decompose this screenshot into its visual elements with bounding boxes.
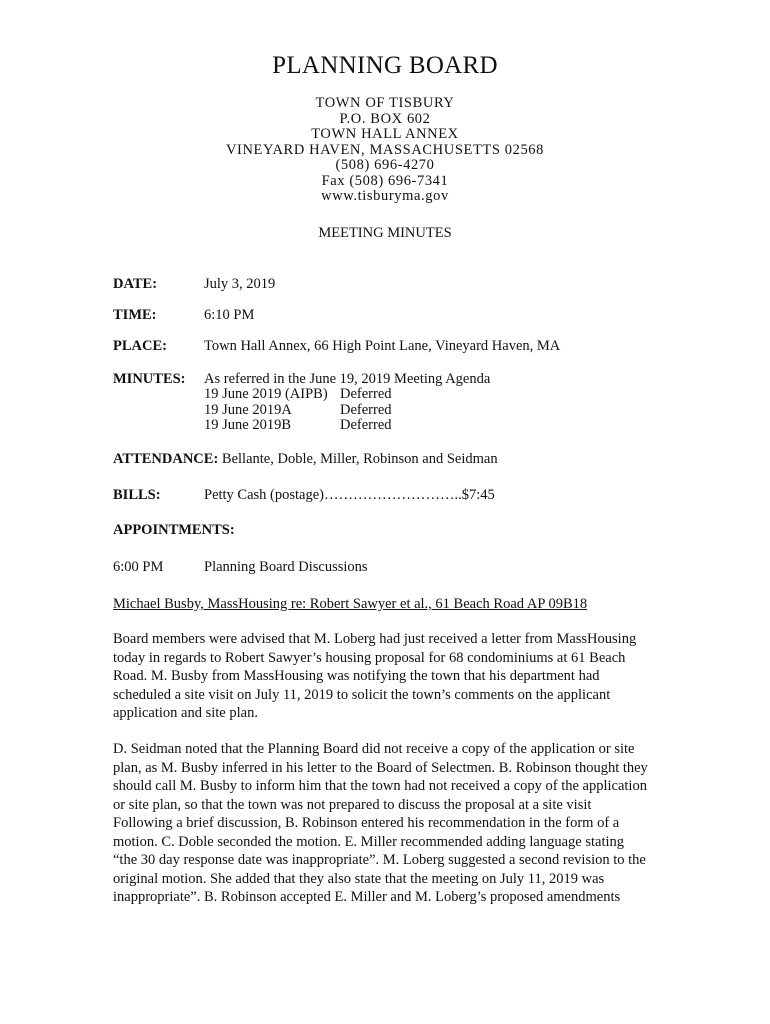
time-value: 6:10 PM (204, 307, 255, 323)
bills-label: BILLS: (113, 487, 161, 503)
minutes-items (204, 387, 392, 434)
address-line: P.O. BOX 602 (339, 110, 431, 127)
minutes-item (204, 403, 392, 419)
paragraph-line: original motion. She added that they also state that the meeting on July 11, 2019 was (113, 870, 605, 887)
address-line: TOWN OF TISBURY (315, 95, 455, 111)
paragraph-line: motion. C. Doble seconded the motion. E. Miller recommended adding language stating (113, 833, 625, 850)
minutes-item (204, 418, 392, 434)
paragraph-line: D. Seidman noted that the Planning Board did not receive a copy of the application or site (113, 741, 635, 757)
minutes-value: As referred in the June 19, 2019 Meeting Agenda (204, 371, 491, 387)
bills-value: Petty Cash (postage)………………………..$7:45 (204, 487, 495, 503)
minutes-item-name: 19 June 2019A (204, 401, 292, 418)
doc-type-heading: MEETING MINUTES (318, 225, 452, 241)
address-line: VINEYARD HAVEN, MASSACHUSETTS 02568 (225, 141, 544, 158)
date-value: July 3, 2019 (204, 276, 276, 292)
minutes-item (204, 387, 392, 403)
paragraph-line: Following a brief discussion, B. Robinson entered his recommendation in the form of a (113, 815, 620, 831)
paragraph-1 (113, 630, 673, 723)
paragraph-line: plan, as M. Busby inferred in his letter to the Board of Selectmen. B. Robinson thought they (113, 759, 648, 776)
attendance-row (113, 451, 498, 468)
paragraph-line: Board members were advised that M. Loberg had just received a letter from MassHousing (113, 631, 637, 647)
appointment-time: 6:00 PM (113, 559, 164, 575)
minutes-item-name: 19 June 2019B (204, 417, 291, 433)
minutes-item-status: Deferred (340, 417, 392, 433)
paragraph-line: today in regards to Robert Sawyer’s housing proposal for 68 condominiums at 61 Beach (113, 649, 626, 666)
minutes-item-name: 19 June 2019 (AIPB) (204, 386, 328, 402)
place-label: PLACE: (113, 338, 167, 354)
place-value: Town Hall Annex, 66 High Point Lane, Vineyard Haven, MA (204, 338, 561, 354)
paragraph-2 (113, 740, 673, 907)
paragraph-line: or site plan, so that the town was not prepared to discuss the proposal at a site visit (113, 796, 592, 813)
paragraph-line: “the 30 day response date was inappropriate”. M. Loberg suggested a second revision to the (113, 852, 646, 868)
paragraph-line: Road. M. Busby from MassHousing was notifying the town that his department had (113, 668, 600, 684)
page-title: PLANNING BOARD (272, 52, 498, 79)
minutes-label: MINUTES: (113, 371, 186, 387)
date-label: DATE: (113, 276, 158, 292)
attendance-label: ATTENDANCE: (113, 451, 219, 467)
paragraph-line: should call M. Busby to inform him that the town had not received a copy of the application (113, 778, 647, 794)
topic-heading: Michael Busby, MassHousing re: Robert Sawyer et al., 61 Beach Road AP 09B18 (113, 596, 588, 612)
paragraph-line: inappropriate”. B. Robinson accepted E. Miller and M. Loberg’s proposed amendments (113, 889, 621, 905)
address-line: TOWN HALL ANNEX (311, 126, 459, 142)
attendance-value: Bellante, Doble, Miller, Robinson and Seidman (221, 451, 498, 467)
time-label: TIME: (113, 307, 157, 323)
phone-line: (508) 696-4270 (335, 157, 435, 173)
paragraph-line: scheduled a site visit on July 11, 2019 to solicit the town’s comments on the applicant (113, 686, 611, 703)
minutes-item-status: Deferred (340, 386, 392, 402)
fax-line: Fax (508) 696-7341 (321, 172, 449, 189)
appointments-label: APPOINTMENTS: (113, 522, 235, 538)
website-line: www.tisburyma.gov (321, 188, 449, 204)
appointment-desc: Planning Board Discussions (204, 559, 368, 575)
minutes-item-status: Deferred (340, 401, 392, 418)
paragraph-line: application and site plan. (113, 705, 258, 721)
address-block (0, 96, 770, 205)
